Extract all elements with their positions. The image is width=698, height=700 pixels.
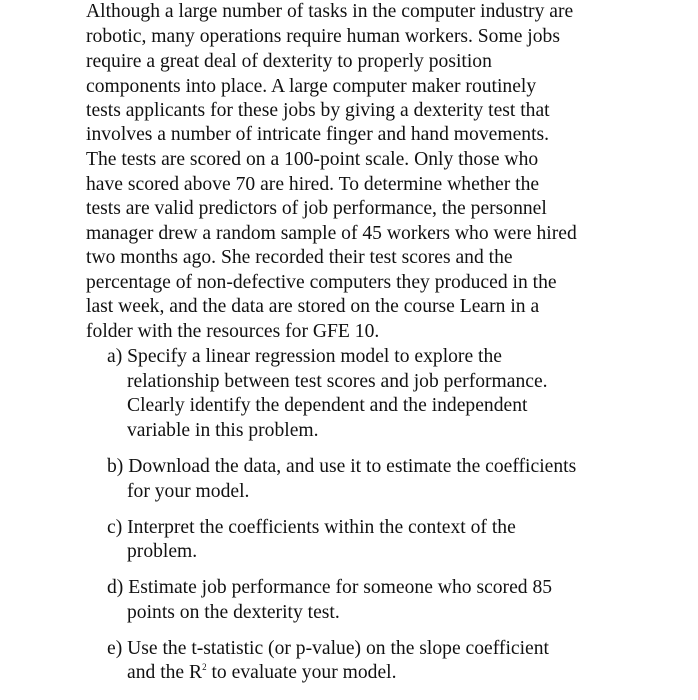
question-line: variable in this problem. [127,420,319,441]
question-line: b) Download the data, and use it to estimate the coefficients [107,456,577,477]
question-line: c) Interpret the coefficients within the context of the [107,517,516,538]
intro-line: percentage of non-defective computers they produced in the [86,272,557,293]
intro-line: tests applicants for these jobs by giving a dexterity test that [86,100,550,121]
intro-line: last week, and the data are stored on the course Learn in a [86,296,540,317]
question-line: problem. [127,541,198,562]
intro-line: require a great deal of dexterity to properly position [86,51,492,72]
intro-line: folder with the resources for GFE 10. [86,321,380,342]
intro-line: manager drew a random sample of 45 workers who were hired [86,223,577,244]
question-line: relationship between test scores and job performance. [127,371,548,392]
intro-line: involves a number of intricate finger and hand movements. [86,124,550,145]
question-line [127,661,397,686]
intro-line: two months ago. She recorded their test scores and the [86,247,513,268]
superscript: 2 [202,662,207,672]
question-line: Clearly identify the dependent and the independent [127,395,528,416]
question-line: points on the dexterity test. [127,602,340,623]
question-line: a) Specify a linear regression model to explore the [107,346,502,367]
intro-line: Although a large number of tasks in the computer industry are [86,1,574,22]
intro-line: have scored above 70 are hired. To determine whether the [86,174,540,195]
intro-line: The tests are scored on a 100-point scale. Only those who [86,149,539,170]
intro-line: robotic, many operations require human workers. Some jobs [86,26,560,47]
intro-line: tests are valid predictors of job performance, the personnel [86,198,547,219]
question-text: and the R [127,662,203,683]
question-line: d) Estimate job performance for someone who scored 85 [107,577,553,598]
question-line: e) Use the t-statistic (or p-value) on the slope coefficient [107,638,549,659]
question-line: for your model. [127,481,250,502]
question-text: to evaluate your model. [206,662,397,683]
intro-line: components into place. A large computer maker routinely [86,76,537,97]
